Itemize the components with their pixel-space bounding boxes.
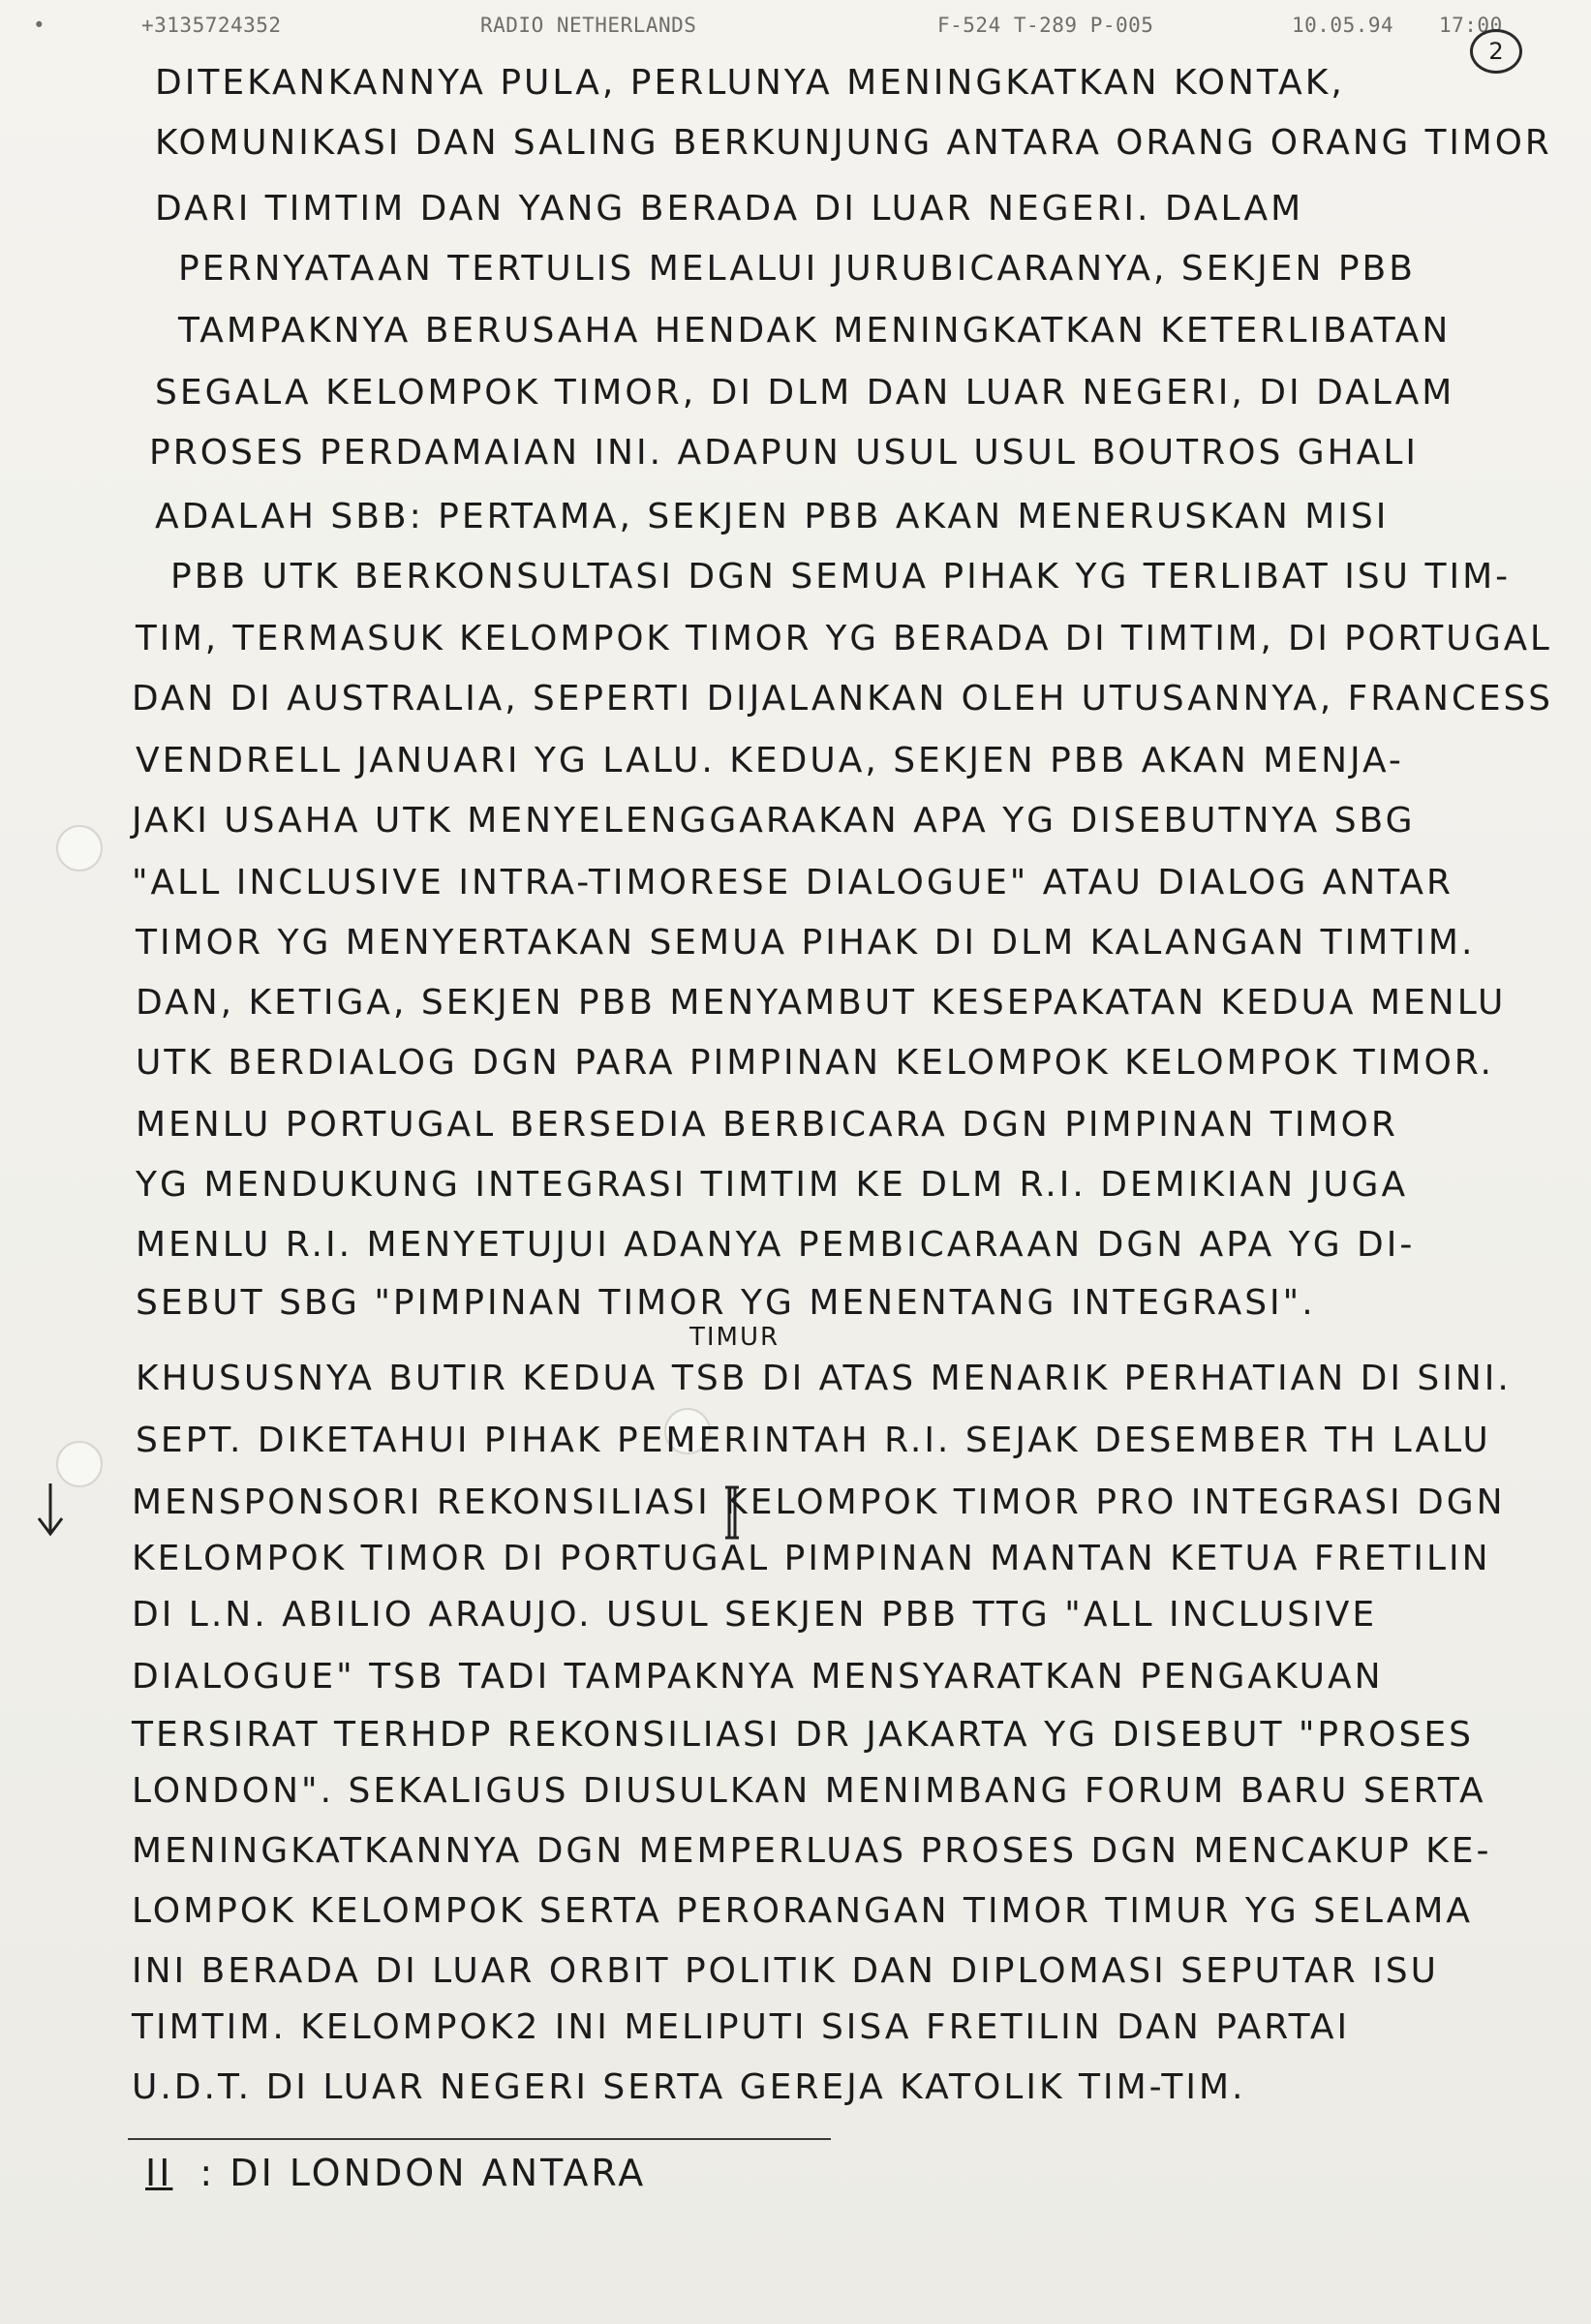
body-line: YG MENDUKUNG INTEGRASI TIMTIM KE DLM R.I. DEMIKIAN JUGA (136, 1165, 1409, 1205)
body-line: DAN, KETIGA, SEKJEN PBB MENYAMBUT KESEPAKATAN KEDUA MENLU (136, 983, 1507, 1023)
body-line: DI L.N. ABILIO ARAUJO. USUL SEKJEN PBB TTG "ALL INCLUSIVE (132, 1595, 1378, 1635)
body-line: SEPT. DIKETAHUI PIHAK PEMERINTAH R.I. SEJAK DESEMBER TH LALU (136, 1421, 1491, 1460)
body-line: TIMTIM. KELOMPOK2 INI MELIPUTI SISA FRETILIN DAN PARTAI (132, 2007, 1351, 2047)
circled-page-number: 2 (1470, 29, 1522, 74)
body-line: MENSPONSORI REKONSILIASI KELOMPOK TIMOR PRO INTEGRASI DGN (132, 1483, 1506, 1522)
inserted-correction: TIMUR (689, 1323, 780, 1352)
body-line: VENDRELL JANUARI YG LALU. KEDUA, SEKJEN PBB AKAN MENJA- (136, 741, 1404, 780)
body-line: PERNYATAAN TERTULIS MELALUI JURUBICARANYA, SEKJEN PBB (178, 249, 1416, 289)
footnote-divider (128, 2138, 831, 2140)
body-line: MENINGKATKANNYA DGN MEMPERLUAS PROSES DGN MENCAKUP KE- (132, 1831, 1492, 1871)
body-line: JAKI USAHA UTK MENYELENGGARAKAN APA YG DISEBUTNYA SBG (132, 801, 1416, 841)
body-line: DIALOGUE" TSB TADI TAMPAKNYA MENSYARATKAN PENGAKUAN (132, 1657, 1384, 1697)
body-line: KHUSUSNYA BUTIR KEDUA TSB DI ATAS MENARIK PERHATIAN DI SINI. (136, 1359, 1512, 1398)
header-dot: • (33, 14, 46, 37)
body-line: SEBUT SBG "PIMPINAN TIMOR YG MENENTANG INTEGRASI". (136, 1283, 1316, 1323)
body-line: KELOMPOK TIMOR DI PORTUGAL PIMPINAN MANTAN KETUA FRETILIN (132, 1539, 1491, 1578)
body-line: MENLU R.I. MENYETUJUI ADANYA PEMBICARAAN DGN APA YG DI- (136, 1225, 1416, 1265)
fax-date: 10.05.94 (1292, 14, 1394, 37)
body-line: DARI TIMTIM DAN YANG BERADA DI LUAR NEGERI. DALAM (155, 189, 1304, 229)
footnote-text: : DI LONDON ANTARA (199, 2152, 647, 2194)
sender-name: RADIO NETHERLANDS (480, 14, 697, 37)
body-line: LONDON". SEKALIGUS DIUSULKAN MENIMBANG FORUM BARU SERTA (132, 1771, 1486, 1811)
fax-time: 17:00 (1439, 14, 1503, 37)
body-line: MENLU PORTUGAL BERSEDIA BERBICARA DGN PIMPINAN TIMOR (136, 1105, 1398, 1145)
body-line: PBB UTK BERKONSULTASI DGN SEMUA PIHAK YG TERLIBAT ISU TIM- (170, 557, 1512, 596)
body-line: SEGALA KELOMPOK TIMOR, DI DLM DAN LUAR NEGERI, DI DALAM (155, 373, 1455, 413)
body-line: UTK BERDIALOG DGN PARA PIMPINAN KELOMPOK KELOMPOK TIMOR. (136, 1043, 1494, 1083)
body-line: TIM, TERMASUK KELOMPOK TIMOR YG BERADA DI TIMTIM, DI PORTUGAL (136, 619, 1552, 658)
body-line: DITEKANKANNYA PULA, PERLUNYA MENINGKATKAN KONTAK, (155, 63, 1345, 103)
body-line: KOMUNIKASI DAN SALING BERKUNJUNG ANTARA ORANG ORANG TIMOR (155, 123, 1552, 163)
page-reference: F-524 T-289 P-005 (937, 14, 1154, 37)
footnote-mark: II (145, 2152, 173, 2194)
body-line: TAMPAKNYA BERUSAHA HENDAK MENINGKATKAN KETERLIBATAN (178, 311, 1452, 351)
body-line: PROSES PERDAMAIAN INI. ADAPUN USUL USUL BOUTROS GHALI (149, 433, 1420, 473)
body-line: INI BERADA DI LUAR ORBIT POLITIK DAN DIPLOMASI SEPUTAR ISU (132, 1951, 1439, 1991)
body-line: "ALL INCLUSIVE INTRA-TIMORESE DIALOGUE" ATAU DIALOG ANTAR (132, 863, 1454, 902)
body-line: LOMPOK KELOMPOK SERTA PERORANGAN TIMOR TIMUR YG SELAMA (132, 1891, 1474, 1931)
body-line: TERSIRAT TERHDP REKONSILIASI DR JAKARTA YG DISEBUT "PROSES (132, 1715, 1474, 1755)
sender-phone-number: +3135724352 (141, 14, 282, 37)
footnote (145, 2152, 646, 2194)
body-line: DAN DI AUSTRALIA, SEPERTI DIJALANKAN OLEH UTUSANNYA, FRANCESS (132, 679, 1554, 719)
body-line: TIMOR YG MENYERTAKAN SEMUA PIHAK DI DLM KALANGAN TIMTIM. (136, 923, 1476, 963)
body-line: ADALAH SBB: PERTAMA, SEKJEN PBB AKAN MENERUSKAN MISI (155, 497, 1390, 536)
body-line: U.D.T. DI LUAR NEGERI SERTA GEREJA KATOLIK TIM-TIM. (132, 2067, 1246, 2107)
